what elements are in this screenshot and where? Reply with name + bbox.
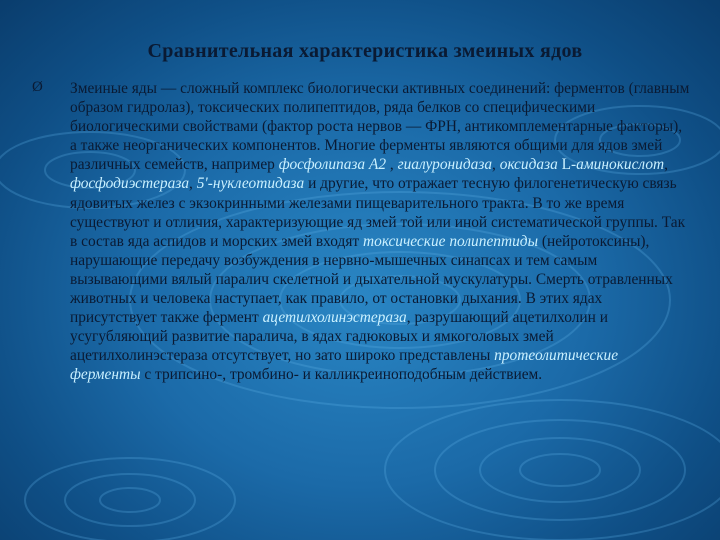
enzyme-term: токсические полипептиды [363, 232, 538, 250]
enzyme-term: фосфолипаза А2 [278, 156, 387, 174]
enzyme-term: протеолитические ферменты [70, 347, 619, 384]
body-paragraph [70, 79, 690, 385]
body-text-run: и другие, что отражает тесную филогенетическую связь ядовитых желез с экзокринными железами пищеварительного тракта. В то же время существуют и отличия, характеризующие яд змей той или иной систематической группы. Так в состав яда аспидов и морских змей входят [70, 175, 686, 250]
body-text-run: , [492, 156, 500, 174]
slide-title: Сравнительная характеристика змеиных ядов [147, 40, 583, 62]
enzyme-term: оксидаза [499, 156, 558, 174]
body-text-run: , разрушающий ацетилхолин и усугубляющий развитие паралича, в ядах гадюковых и ямкоголовых змей ацетилхолинэстераза отсутствует, но зато широко представлены [70, 309, 608, 365]
enzyme-term: ацетилхолинэстераза [262, 309, 407, 327]
arrow-bullet-icon: Ø [32, 79, 43, 95]
enzyme-term: фосфодиэстераза [70, 175, 190, 193]
body-text-run: (нейротоксины), нарушающие передачу возбуждения в нервно-мышечных синапсах и тем самым вызывающими вялый паралич скелетной и дыхательной мускулатуры. Смерть отравленных животных и человека наступает, как правило, от остановки дыхания. В этих ядах присутствует также фермент [70, 232, 673, 327]
body-text-run: , [664, 156, 668, 174]
body-text-run: , [189, 175, 197, 193]
enzyme-term: гиалуронидаза [397, 156, 493, 174]
enzyme-term: аминокислот [576, 156, 665, 174]
body-text-run: Змеиные яды — сложный комплекс биологически активных соединений: ферментов (главным образом гидролаз), токсических полипептидов, ряда белков со специфическими биологическими свойствами (фактор роста нервов — ФРН, антикомплементарные факторы), а также неорганических компонентов. Многие ферменты являются общими для ядов змей различных семейств, например [70, 80, 690, 174]
body-text-run: с трипсино-, тромбино- и калликреиноподобным действием. [140, 366, 543, 384]
body-text-run: , [386, 156, 398, 174]
enzyme-term: L- [561, 156, 577, 174]
enzyme-term: 5'-нуклеотидаза [196, 175, 305, 193]
